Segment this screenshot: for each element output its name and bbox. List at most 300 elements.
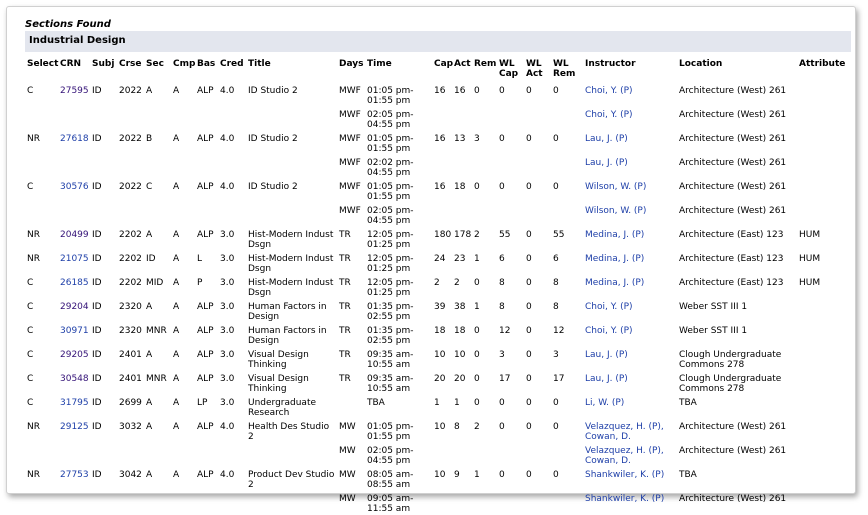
wl-rem-cell: 0 [553,86,559,96]
crn-link[interactable]: 30548 [60,374,89,384]
empty-cell [246,203,337,227]
days-cell: MW [339,470,356,480]
instructor-cell [583,491,677,515]
crn-cell [58,467,90,491]
instructor-cell [583,347,677,371]
empty-cell [218,203,246,227]
time-cell: 01:05 pm-01:55 pm [367,422,414,442]
crn-link[interactable]: 31795 [60,398,89,408]
crse-cell: 2022 [119,86,142,96]
empty-cell [58,491,90,515]
wl-act-cell: 0 [526,350,532,360]
section-title-bar: Industrial Design [25,31,851,52]
crse-cell: 2202 [119,230,142,240]
wl-rem-cell: 0 [553,422,559,432]
table-row [25,275,855,299]
select-cell: C [27,398,34,408]
instructor-link[interactable]: Wilson, W. (P) [585,182,647,192]
sec-cell: MNR [146,326,167,336]
crn-link[interactable]: 27595 [60,86,89,96]
wl-rem-cell: 3 [553,350,559,360]
instructor-cell [583,227,677,251]
crn-link[interactable]: 27618 [60,134,89,144]
select-cell: NR [27,470,40,480]
col-location-header: Location [679,59,723,69]
days-cell: MWF [339,86,361,96]
cred-cell: 4.0 [220,86,235,96]
attribute-cell [797,299,855,323]
time-cell: 02:05 pm-04:55 pm [367,110,414,130]
empty-cell [432,107,452,131]
wl-rem-cell: 17 [553,374,565,384]
title-cell: ID Studio 2 [248,86,298,96]
instructor-link[interactable]: Choi, Y. (P) [585,86,633,96]
select-cell: C [27,350,34,360]
location-cell: Architecture (West) 261 [679,86,787,96]
meeting-row [25,203,855,227]
wl-cap-cell: 12 [499,326,511,336]
subj-cell: ID [92,470,102,480]
instructor-link[interactable]: Medina, J. (P) [585,278,645,288]
instructor-cell [583,395,677,419]
days-cell: TR [339,278,351,288]
empty-cell [246,107,337,131]
location-cell: Architecture (West) 261 [679,206,787,216]
col-crn-header: CRN [60,59,82,69]
empty-cell [472,491,497,515]
cmp-cell: A [173,182,180,192]
instructor-link[interactable]: Choi, Y. (P) [585,302,633,312]
empty-cell [171,443,195,467]
attribute-cell: HUM [799,278,821,288]
instructor-link[interactable]: Medina, J. (P) [585,254,645,264]
wl-cap-cell: 6 [499,254,505,264]
act-cell: 20 [454,374,466,384]
sec-cell: A [146,422,153,432]
wl-act-cell: 0 [526,182,532,192]
crn-cell [58,251,90,275]
table-header-row [25,57,855,83]
cmp-cell: A [173,254,180,264]
instructor-link[interactable]: Lau, J. (P) [585,158,628,168]
crn-link[interactable]: 29125 [60,422,89,432]
empty-cell [497,155,524,179]
cap-cell: 10 [434,470,446,480]
crn-cell [58,323,90,347]
table-row [25,323,855,347]
sections-found-caption: Sections Found [25,19,111,30]
cmp-cell: A [173,302,180,312]
location-cell: Architecture (West) 261 [679,110,787,120]
table-row [25,83,855,107]
sec-cell: MNR [146,374,167,384]
act-cell: 9 [454,470,460,480]
instructor-link[interactable]: Shankwiler, K. (P) [585,470,665,480]
table-row [25,251,855,275]
instructor-link[interactable]: Lau, J. (P) [585,374,628,384]
crse-cell: 2202 [119,278,142,288]
instructor-link[interactable]: Lau, J. (P) [585,134,628,144]
cap-cell: 16 [434,134,446,144]
act-cell: 18 [454,326,466,336]
rem-cell: 0 [474,374,480,384]
cred-cell: 4.0 [220,470,235,480]
location-cell: Architecture (East) 123 [679,230,784,240]
crn-link[interactable]: 20499 [60,230,89,240]
wl-cap-cell: 55 [499,230,511,240]
title-cell: Hist-Modern Indust Dsgn [248,230,334,250]
rem-cell: 1 [474,302,480,312]
cap-cell: 2 [434,278,440,288]
time-cell: 09:05 am-11:55 am [367,494,414,514]
empty-cell [797,107,855,131]
wl-rem-cell: 0 [553,182,559,192]
rem-cell: 0 [474,350,480,360]
location-cell: Weber SST III 1 [679,326,748,336]
crse-cell: 3042 [119,470,142,480]
instructor-link[interactable]: Lau, J. (P) [585,350,628,360]
instructor-cell [583,251,677,275]
bas-cell: ALP [197,350,214,360]
days-cell: TR [339,302,351,312]
title-cell: Hist-Modern Indust Dsgn [248,254,334,274]
sec-cell: MID [146,278,164,288]
empty-cell [551,491,583,515]
act-cell: 10 [454,350,466,360]
empty-cell [195,203,218,227]
instructor-cell [583,467,677,491]
crse-cell: 2401 [119,374,142,384]
wl-cap-cell: 17 [499,374,511,384]
sec-cell: A [146,86,153,96]
empty-cell [195,155,218,179]
empty-cell [90,491,117,515]
crse-cell: 2022 [119,134,142,144]
empty-cell [246,443,337,467]
instructor-link[interactable]: Choi, Y. (P) [585,110,633,120]
empty-cell [472,107,497,131]
sec-cell: A [146,350,153,360]
empty-cell [797,443,855,467]
empty-cell [144,491,171,515]
attribute-cell [797,179,855,203]
crse-cell: 2022 [119,182,142,192]
wl-rem-cell: 8 [553,302,559,312]
days-cell: MWF [339,206,361,216]
select-cell: C [27,278,34,288]
subj-cell: ID [92,254,102,264]
days-cell: TR [339,326,351,336]
rem-cell: 1 [474,254,480,264]
subj-cell: ID [92,374,102,384]
table-row [25,299,855,323]
attribute-cell [797,395,855,419]
time-cell: 09:35 am-10:55 am [367,374,414,394]
cap-cell: 10 [434,350,446,360]
empty-cell [797,155,855,179]
bas-cell: L [197,254,203,264]
cred-cell: 3.0 [220,254,235,264]
col-bas-header: Bas [197,59,216,69]
empty-cell [90,155,117,179]
crn-cell [58,371,90,395]
empty-cell [452,203,472,227]
empty-cell [171,491,195,515]
wl-cap-cell: 3 [499,350,505,360]
col-instructor-header: Instructor [585,59,636,69]
subj-cell: ID [92,350,102,360]
cred-cell: 3.0 [220,302,235,312]
crn-link[interactable]: 21075 [60,254,89,264]
crse-cell: 2202 [119,254,142,264]
empty-cell [117,155,144,179]
instructor-cell [583,419,677,443]
meeting-row [25,107,855,131]
sec-cell: B [146,134,153,144]
bas-cell: ALP [197,302,214,312]
title-cell: Health Des Studio 2 [248,422,330,442]
wl-act-cell: 0 [526,278,532,288]
empty-cell [90,443,117,467]
empty-cell [524,107,551,131]
act-cell: 178 [454,230,472,240]
wl-rem-cell: 6 [553,254,559,264]
rem-cell: 1 [474,470,480,480]
subj-cell: ID [92,422,102,432]
location-cell: Architecture (West) 261 [679,182,787,192]
bas-cell: LP [197,398,208,408]
empty-cell [25,491,58,515]
wl-act-cell: 0 [526,254,532,264]
sec-cell: ID [146,254,156,264]
instructor-cell [583,155,677,179]
time-cell: 02:05 pm-04:55 pm [367,446,414,466]
subj-cell: ID [92,182,102,192]
cmp-cell: A [173,374,180,384]
crse-cell: 2401 [119,350,142,360]
cred-cell: 3.0 [220,374,235,384]
act-cell: 18 [454,182,466,192]
cred-cell: 3.0 [220,230,235,240]
select-cell: C [27,302,34,312]
wl-cap-cell: 0 [499,134,505,144]
col-attribute-header: Attribute [799,59,846,69]
wl-cap-cell: 0 [499,422,505,432]
attribute-cell [797,371,855,395]
days-cell: MW [339,422,356,432]
empty-cell [432,491,452,515]
empty-cell [171,155,195,179]
empty-cell [25,155,58,179]
location-cell: Weber SST III 1 [679,302,748,312]
instructor-link[interactable]: Wilson, W. (P) [585,206,647,216]
empty-cell [90,107,117,131]
subj-cell: ID [92,302,102,312]
col-crse-header: Crse [119,59,142,69]
wl-cap-cell: 0 [499,398,505,408]
cmp-cell: A [173,134,180,144]
empty-cell [218,491,246,515]
instructor-link[interactable]: Choi, Y. (P) [585,326,633,336]
sec-cell: A [146,302,153,312]
wl-cap-cell: 8 [499,302,505,312]
crn-cell [58,83,90,107]
days-cell: MWF [339,182,361,192]
empty-cell [58,443,90,467]
attribute-cell [797,131,855,155]
meeting-row [25,155,855,179]
title-cell: Visual Design Thinking [248,350,309,370]
time-cell: 02:05 pm-04:55 pm [367,206,414,226]
rem-cell: 3 [474,134,480,144]
wl-rem-cell: 55 [553,230,565,240]
select-cell: NR [27,230,40,240]
empty-cell [171,107,195,131]
meeting-row [25,491,855,515]
days-cell: MWF [339,110,361,120]
wl-cap-cell: 0 [499,86,505,96]
select-cell: C [27,326,34,336]
act-cell: 13 [454,134,466,144]
col-title-header: Title [248,59,271,69]
empty-cell [551,155,583,179]
time-cell: 08:05 am-08:55 am [367,470,414,490]
empty-cell [472,443,497,467]
wl-cap-cell: 8 [499,278,505,288]
empty-cell [144,107,171,131]
attribute-cell [797,347,855,371]
bas-cell: ALP [197,374,214,384]
instructor-cell [583,107,677,131]
col-act-header: Act [454,59,471,69]
title-cell: Human Factors in Design [248,302,327,322]
crn-cell [58,395,90,419]
cap-cell: 24 [434,254,446,264]
bas-cell: ALP [197,134,214,144]
instructor-link[interactable]: Velazquez, H. (P), Cowan, D. [585,446,664,466]
rem-cell: 0 [474,182,480,192]
wl-act-cell: 0 [526,422,532,432]
time-cell: 01:35 pm-02:55 pm [367,302,414,322]
title-cell: Visual Design Thinking [248,374,309,394]
crn-cell [58,131,90,155]
instructor-cell [583,323,677,347]
empty-cell [452,155,472,179]
wl-act-cell: 0 [526,326,532,336]
attribute-cell [797,419,855,443]
col-cred-header: Cred [220,59,244,69]
cmp-cell: A [173,422,180,432]
title-cell: Product Dev Studio 2 [248,470,335,490]
wl-act-cell: 0 [526,230,532,240]
select-cell: NR [27,134,40,144]
crn-link[interactable]: 30971 [60,326,89,336]
empty-cell [432,155,452,179]
cap-cell: 180 [434,230,452,240]
act-cell: 1 [454,398,460,408]
empty-cell [524,203,551,227]
empty-cell [246,155,337,179]
instructor-link[interactable]: Shankwiler, K. (P) [585,494,665,504]
cmp-cell: A [173,278,180,288]
crn-link[interactable]: 29204 [60,302,89,312]
cmp-cell: A [173,350,180,360]
table-row [25,467,855,491]
select-cell: C [27,86,34,96]
location-cell: Architecture (East) 123 [679,254,784,264]
sec-cell: A [146,230,153,240]
empty-cell [797,203,855,227]
crn-cell [58,299,90,323]
instructor-link[interactable]: Medina, J. (P) [585,230,645,240]
days-cell: TR [339,254,351,264]
bas-cell: ALP [197,422,214,432]
empty-cell [90,203,117,227]
days-cell: TR [339,350,351,360]
empty-cell [246,491,337,515]
bas-cell: ALP [197,326,214,336]
crse-cell: 2320 [119,326,142,336]
empty-cell [144,155,171,179]
act-cell: 23 [454,254,466,264]
location-cell: Clough Undergraduate Commons 278 [679,350,782,370]
bas-cell: ALP [197,86,214,96]
crn-link[interactable]: 30576 [60,182,89,192]
col-sec-header: Sec [146,59,164,69]
empty-cell [144,443,171,467]
wl-act-cell: 0 [526,470,532,480]
location-cell: Architecture (East) 123 [679,278,784,288]
time-cell: 02:02 pm-04:55 pm [367,158,414,178]
instructor-link[interactable]: Velazquez, H. (P), Cowan, D. [585,422,664,442]
instructor-cell [583,299,677,323]
col-rem-header: Rem [474,59,497,69]
location-cell: TBA [679,470,697,480]
attribute-cell: HUM [799,230,821,240]
bas-cell: ALP [197,182,214,192]
time-cell: 12:05 pm-01:25 pm [367,254,414,274]
crn-link[interactable]: 29205 [60,350,89,360]
empty-cell [497,443,524,467]
days-cell: TR [339,230,351,240]
crn-cell [58,275,90,299]
instructor-link[interactable]: Li, W. (P) [585,398,625,408]
subj-cell: ID [92,278,102,288]
empty-cell [25,107,58,131]
crn-link[interactable]: 27753 [60,470,89,480]
act-cell: 8 [454,422,460,432]
cmp-cell: A [173,326,180,336]
cap-cell: 39 [434,302,446,312]
empty-cell [432,443,452,467]
time-cell: 01:35 pm-02:55 pm [367,326,414,346]
location-cell: TBA [679,398,697,408]
wl-rem-cell: 0 [553,470,559,480]
days-cell: MWF [339,158,361,168]
rem-cell: 2 [474,230,480,240]
crn-link[interactable]: 26185 [60,278,89,288]
act-cell: 38 [454,302,466,312]
empty-cell [472,203,497,227]
instructor-cell [583,83,677,107]
attribute-cell [797,467,855,491]
empty-cell [58,107,90,131]
location-cell: Architecture (West) 261 [679,134,787,144]
cmp-cell: A [173,86,180,96]
wl-cap-cell: 0 [499,182,505,192]
table-row [25,395,855,419]
empty-cell [218,155,246,179]
